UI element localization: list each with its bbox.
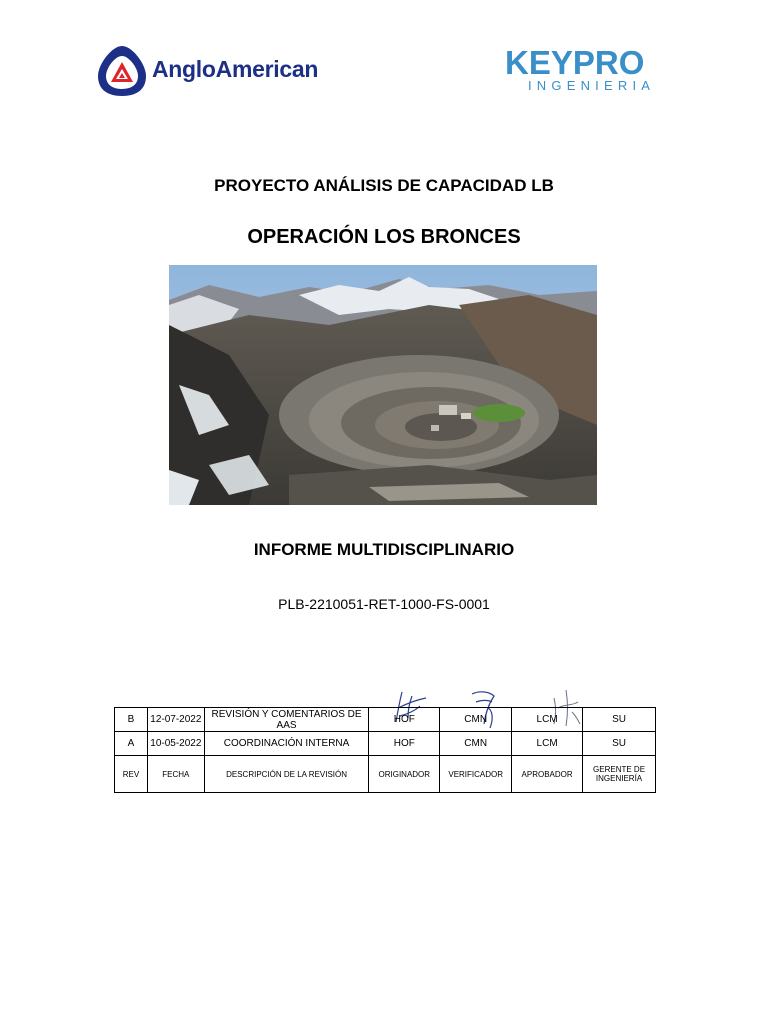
verificador-header: VERIFICADOR [440, 756, 512, 793]
operation-title: OPERACIÓN LOS BRONCES [247, 226, 521, 248]
aprobador-cell: LCM [512, 708, 583, 732]
gerente-cell: SU [583, 732, 656, 756]
descripcion-header: DESCRIPCIÓN DE LA REVISIÓN [204, 756, 369, 793]
aprobador-cell: LCM [512, 732, 583, 756]
project-title: PROYECTO ANÁLISIS DE CAPACIDAD LB [214, 176, 554, 195]
angloamerican-logo-text: AngloAmerican [152, 56, 319, 82]
table-row [115, 732, 656, 756]
rev-header: REV [115, 756, 148, 793]
originador-cell: HOF [369, 708, 440, 732]
table-header-row [115, 756, 656, 793]
rev-cell: A [115, 732, 148, 756]
report-title: INFORME MULTIDISCIPLINARIO [253, 540, 515, 559]
keypro-logo-sub: INGENIERIA [528, 78, 656, 93]
table-row [115, 708, 656, 732]
rev-cell: B [115, 708, 148, 732]
keypro-logo [505, 44, 675, 100]
verificador-cell: CMN [440, 708, 512, 732]
originador-header: ORIGINADOR [369, 756, 440, 793]
descripcion-cell: COORDINACIÓN INTERNA [204, 732, 369, 756]
angloamerican-logo [96, 42, 336, 102]
document-code: PLB-2210051-RET-1000-FS-0001 [278, 596, 490, 612]
mine-aerial-photo [169, 265, 597, 505]
gerente-cell: SU [583, 708, 656, 732]
keypro-logo-word: KEYPRO [505, 44, 645, 81]
aprobador-header: APROBADOR [512, 756, 583, 793]
verificador-cell: CMN [440, 732, 512, 756]
fecha-cell: 12-07-2022 [147, 708, 204, 732]
angloamerican-emblem-icon [96, 44, 148, 98]
revision-table [114, 707, 656, 793]
originador-cell: HOF [369, 732, 440, 756]
gerente-header: GERENTE DE INGENIERÍA [583, 756, 656, 793]
fecha-cell: 10-05-2022 [147, 732, 204, 756]
fecha-header: FECHA [147, 756, 204, 793]
descripcion-cell: REVISIÓN Y COMENTARIOS DE AAS [204, 708, 369, 732]
